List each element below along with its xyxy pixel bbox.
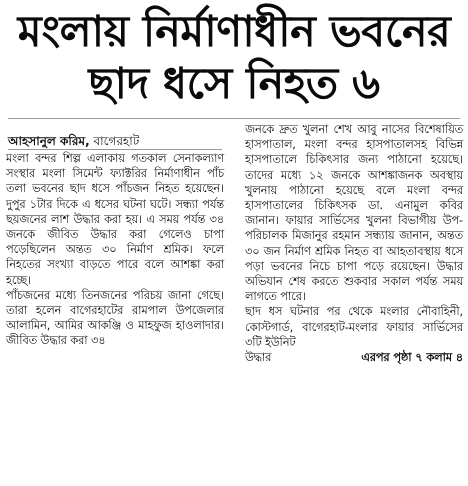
- headline: [0, 6, 468, 110]
- jump-reference[interactable]: এরপর পৃষ্ঠা ৭ কলাম ৪: [361, 351, 463, 365]
- headline-line-1: মংলায় নির্মাণাধীন ভবনের: [17, 7, 451, 57]
- headline-line-2: ছাদ ধসে নিহত ৬: [88, 59, 380, 109]
- byline-author: আহসানুল করিম,: [8, 134, 90, 148]
- byline-divider: [8, 149, 222, 150]
- byline-location: বাগেরহাট: [93, 134, 140, 148]
- article-column-left: [6, 151, 224, 349]
- byline: [8, 134, 222, 149]
- paragraph: ছাদ ধস ঘটনার পর থেকে মংলার নৌবাহিনী, কোস্টগার্ড, বাগেরহাট-মংলার ফায়ার সার্ভিসের ৩টি ইউনিট: [245, 305, 463, 349]
- headline-divider: [8, 118, 460, 119]
- paragraph: মংলা বন্দর শিল্প এলাকায় গতকাল সেনাকল্যাণ সংস্থার মংলা সিমেন্ট ফ্যাক্টরির নির্মাণাধীন পাঁচ তলা ভবনের ছাদ ধসে পাঁচজন নিহত হয়েছেন। দুপুর ১টার দিকে এ ধসের ঘটনা ঘটে। সন্ধ্যা পর্যন্ত ছয়জনের লাশ উদ্ধার করা হয়। এ সময় পর্যন্ত ৩৪ জনকে জীবিত উদ্ধার করা গেলেও চাপা পড়েছিলেন অন্তত ৩০ নির্মাণ শ্রমিক। ফলে নিহতের সংখ্যা বাড়তে পারে বলে আশঙ্কা করা হচ্ছে।: [6, 152, 224, 287]
- last-word: উদ্ধার: [245, 351, 272, 365]
- paragraph: পাঁচজনের মধ্যে তিনজনের পরিচয় জানা গেছে। তারা হলেন বাগেরহাটের রামপাল উপজেলার আলামিন, আমির আকঞ্জি ও মাহফুজ হাওলাদার। জীবিত উদ্ধার করা ৩৪: [6, 288, 224, 348]
- paragraph: জনকে দ্রুত খুলনা শেখ আবু নাসের বিশেষায়িত হাসপাতাল, মংলা বন্দর হাসপাতালসহ বিভিন্ন হাসপাতালে চিকিৎসার জন্য পাঠানো হয়েছে। তাদের মধ্যে ১২ জনকে আশঙ্কাজনক অবস্থায় খুলনায় পাঠানো হয়েছে বলে মংলা বন্দর হাসপাতালের চিকিৎসক ডা. এনামুল কবির জানান। ফায়ার সার্ভিসের খুলনা বিভাগীয় উপ-পরিচালক মিজানুর রহমান সন্ধ্যায় জানান, অন্তত ৩০ জন নির্মাণ শ্রমিক নিহত বা আহতাবস্থায় ধসে পড়া ভবনের নিচে চাপা পড়ে রয়েছেন। উদ্ধার অভিযান শেষ করতে শুকবার সকাল পর্যন্ত সময় লাগতে পারে।: [245, 123, 463, 304]
- article-column-right: [245, 122, 463, 365]
- continuation-line: [245, 350, 463, 365]
